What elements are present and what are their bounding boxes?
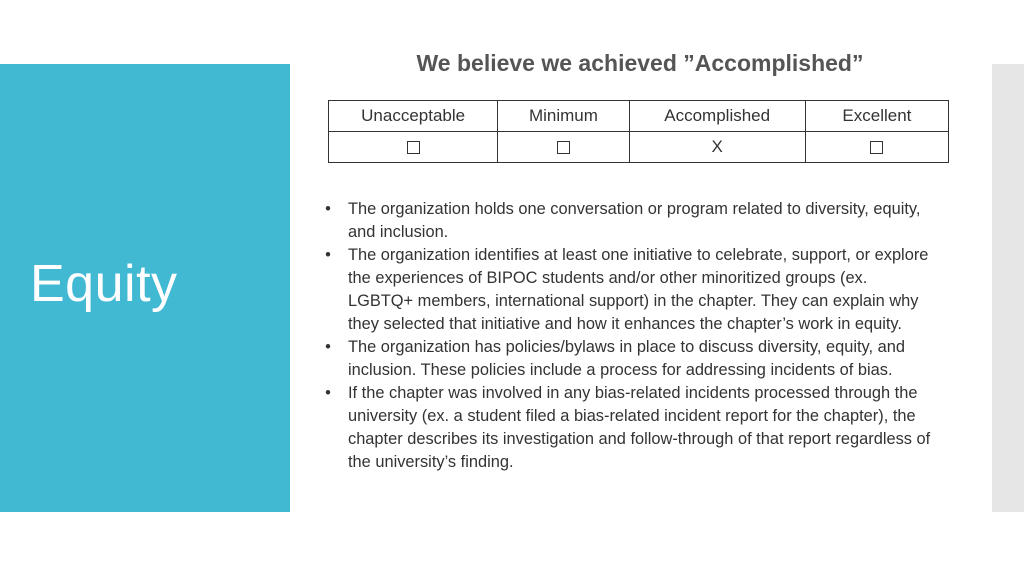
criteria-text: The organization has policies/bylaws in place to discuss diversity, equity, and inclusion. These policies include a process for addressing incidents of bias. [348, 338, 905, 379]
rating-heading: We believe we achieved ”Accomplished” [416, 50, 864, 76]
rubric-mark-row [329, 132, 949, 163]
rubric-header-unacceptable: Unacceptable [329, 101, 498, 132]
criteria-text: The organization holds one conversation or program related to diversity, equity, and inclusion. [348, 200, 921, 241]
rubric-cell-excellent [805, 132, 948, 163]
criteria-item [322, 198, 932, 244]
empty-checkbox-icon [407, 141, 420, 154]
bullet-icon: • [325, 338, 331, 356]
criteria-item [322, 244, 932, 336]
slide-title: Equity [30, 255, 178, 313]
rubric-cell-minimum [498, 132, 629, 163]
criteria-item [322, 382, 932, 474]
rubric-table [328, 100, 949, 163]
bullet-icon: • [325, 384, 331, 402]
bullet-icon: • [325, 246, 331, 264]
criteria-text: If the chapter was involved in any bias-related incidents processed through the university (ex. a student filed a bias-related incident report for the chapter), the chapter describes its investigation and follow-through of that report regardless of the university’s finding. [348, 384, 931, 471]
selected-mark: X [711, 137, 723, 156]
empty-checkbox-icon [557, 141, 570, 154]
rubric-cell-accomplished [629, 132, 805, 163]
criteria-item [322, 336, 932, 382]
rubric-header-row [329, 101, 949, 132]
rubric-header-accomplished: Accomplished [629, 101, 805, 132]
criteria-list [322, 198, 932, 474]
side-strip [992, 64, 1024, 512]
empty-checkbox-icon [870, 141, 883, 154]
criteria-text: The organization identifies at least one initiative to celebrate, support, or explore the experiences of BIPOC students and/or other minoritized groups (ex. LGBTQ+ members, international support) in the chapter. They can explain why they selected that initiative and how it enhances the chapter’s work in equity. [348, 246, 929, 333]
rubric-header-excellent: Excellent [805, 101, 948, 132]
rubric-cell-unacceptable [329, 132, 498, 163]
bullet-icon: • [325, 200, 331, 218]
rubric-header-minimum: Minimum [498, 101, 629, 132]
